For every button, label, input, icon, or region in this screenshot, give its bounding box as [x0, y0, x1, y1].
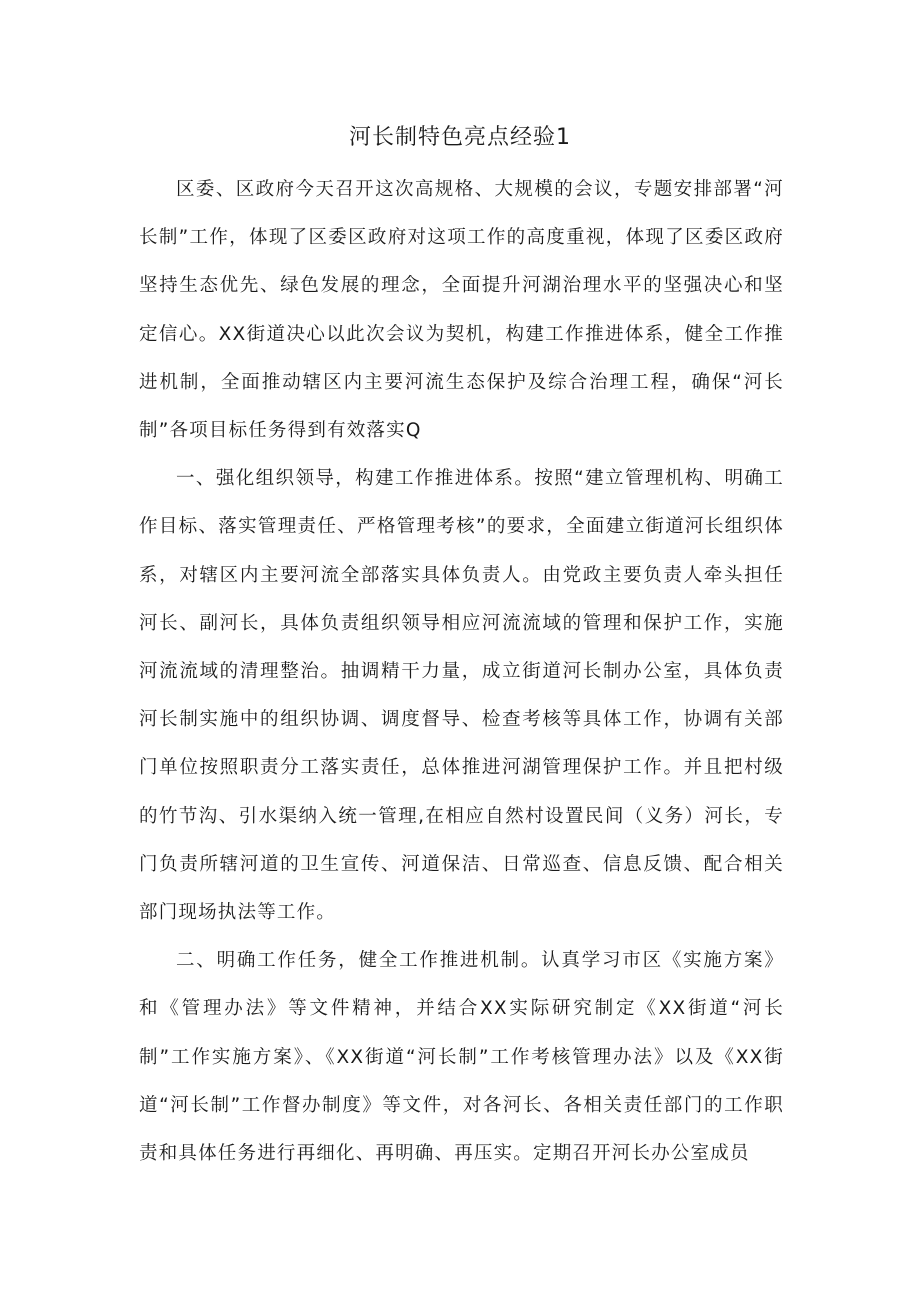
document-body — [139, 166, 784, 1178]
paragraph-section-1: 一、强化组织领导，构建工作推进体系。按照“建立管理机构、明确工作目标、落实管理责任、严格管理考核”的要求，全面建立街道河长组织体系，对辖区内主要河流全部落实具体负责人。由党政主要负责人牵头担任河长、副河长，具体负责组织领导相应河流流域的管理和保护工作，实施河流流域的清理整治。抽调精干力量，成立街道河长制办公室，具体负责河长制实施中的组织协调、调度督导、检查考核等具体工作，协调有关部门单位按照职责分工落实责任，总体推进河湖管理保护工作。并且把村级的竹节沟、引水渠纳入统一管理,在相应自然村设置民间（义务）河长，专门负责所辖河道的卫生宣传、河道保洁、日常巡查、信息反馈、配合相关部门现场执法等工作。 — [139, 468, 784, 924]
paragraph-intro: 区委、区政府今天召开这次高规格、大规模的会议，专题安排部署“河长制”工作，体现了区委区政府对这项工作的高度重视，体现了区委区政府坚持生态优先、绿色发展的理念，全面提升河湖治理水平的坚强决心和坚定信心。XX街道决心以此次会议为契机，构建工作推进体系，健全工作推进机制，全面推动辖区内主要河流生态保护及综合治理工程，确保“河长制”各项目标任务得到有效落实Q — [139, 179, 784, 442]
page-title: 河长制特色亮点经验1 — [349, 125, 571, 150]
paragraph-section-2: 二、明确工作任务，健全工作推进机制。认真学习市区《实施方案》和《管理办法》等文件精神，并结合XX实际研究制定《XX街道“河长制”工作实施方案》、《XX街道“河长制”工作考核管理办法》以及《XX街道“河长制”工作督办制度》等文件，对各河长、各相关责任部门的工作职责和具体任务进行再细化、再明确、再压实。定期召开河长办公室成员 — [139, 950, 784, 1165]
